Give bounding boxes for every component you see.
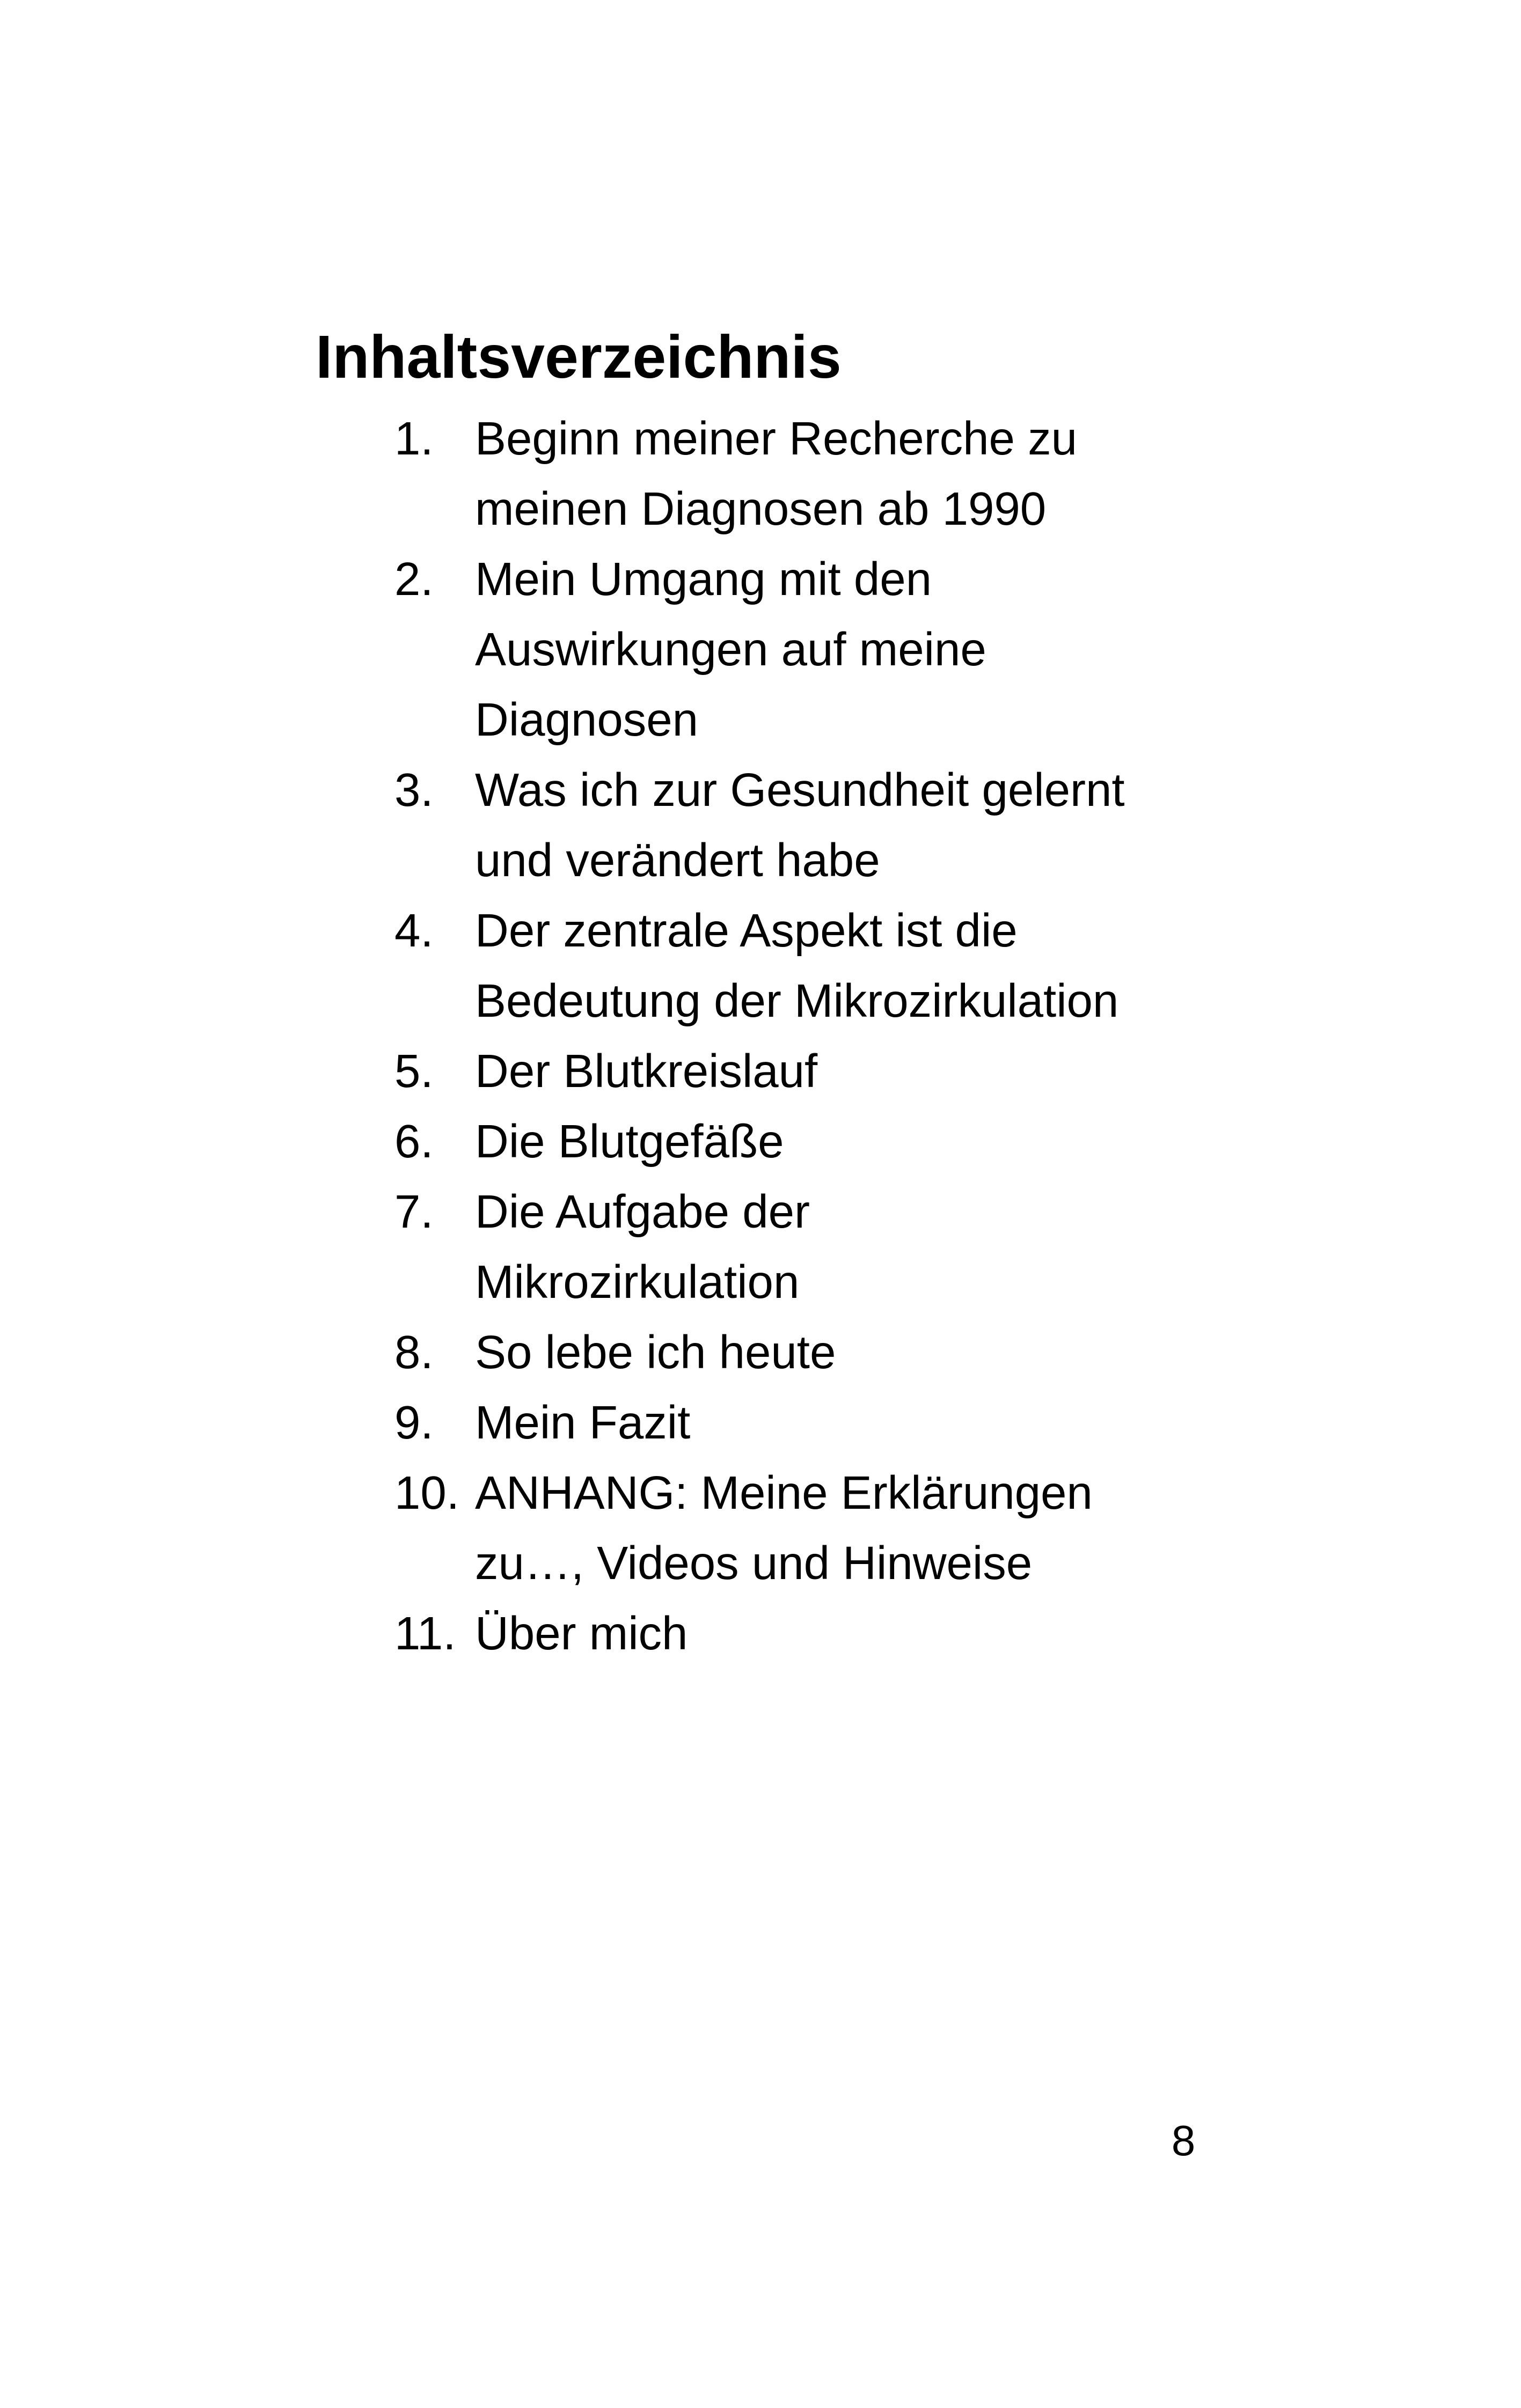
toc-entry-number: 5.	[394, 1045, 434, 1097]
toc-entry-number: 3.	[394, 764, 434, 816]
toc-entry[interactable]	[394, 1317, 1232, 1387]
toc-entry-text-line: Was ich zur Gesundheit gelernt	[475, 764, 1125, 816]
toc-entry-text-line: Der zentrale Aspekt ist die	[475, 905, 1018, 957]
toc-entry-text-line: Diagnosen	[475, 694, 698, 746]
toc-entry-number: 4.	[394, 905, 434, 957]
toc-entry[interactable]	[394, 1458, 1232, 1598]
toc-title: Inhaltsverzeichnis	[316, 323, 842, 391]
toc-entry-number: 7.	[394, 1186, 434, 1238]
toc-entry-text-line: Mein Umgang mit den	[475, 553, 932, 605]
toc-entry-text-line: Der Blutkreislauf	[475, 1045, 818, 1097]
toc-entry-number: 9.	[394, 1397, 434, 1449]
toc-entry-text-line: ANHANG: Meine Erklärungen	[475, 1467, 1093, 1519]
toc-list	[394, 403, 1232, 1669]
toc-entry[interactable]	[394, 755, 1232, 895]
page-number: 8	[1171, 2117, 1196, 2164]
toc-entry-text-line: Mein Fazit	[475, 1397, 691, 1449]
toc-entry-text-line: Die Blutgefäße	[475, 1115, 784, 1168]
toc-entry-text-line: Bedeutung der Mikrozirkulation	[475, 975, 1119, 1027]
toc-entry-text-line: Über mich	[475, 1607, 688, 1660]
toc-entry-number: 11.	[394, 1607, 456, 1660]
toc-entry-text-line: Auswirkungen auf meine	[475, 623, 986, 676]
toc-entry-text-line: Die Aufgabe der	[475, 1186, 810, 1238]
toc-entry-number: 10.	[394, 1467, 459, 1519]
toc-entry-text-line: meinen Diagnosen ab 1990	[475, 483, 1047, 535]
toc-entry[interactable]	[394, 1036, 1232, 1106]
toc-entry[interactable]	[394, 1177, 1232, 1317]
toc-entry-text-line: Mikrozirkulation	[475, 1256, 800, 1308]
toc-entry-number: 6.	[394, 1115, 434, 1168]
toc-entry-number: 1.	[394, 413, 434, 465]
toc-entry[interactable]	[394, 403, 1232, 544]
toc-entry-number: 2.	[394, 553, 434, 605]
toc-entry-number: 8.	[394, 1326, 434, 1378]
toc-entry[interactable]	[394, 895, 1232, 1036]
toc-entry-text-line: Beginn meiner Recherche zu	[475, 413, 1077, 465]
toc-entry[interactable]	[394, 1387, 1232, 1458]
toc-entry-text-line: und verändert habe	[475, 834, 880, 886]
toc-entry-text-line: zu…, Videos und Hinweise	[475, 1537, 1033, 1589]
toc-entry[interactable]	[394, 1106, 1232, 1177]
toc-entry[interactable]	[394, 544, 1232, 755]
toc-entry[interactable]	[394, 1598, 1232, 1669]
toc-entry-text-line: So lebe ich heute	[475, 1326, 836, 1378]
